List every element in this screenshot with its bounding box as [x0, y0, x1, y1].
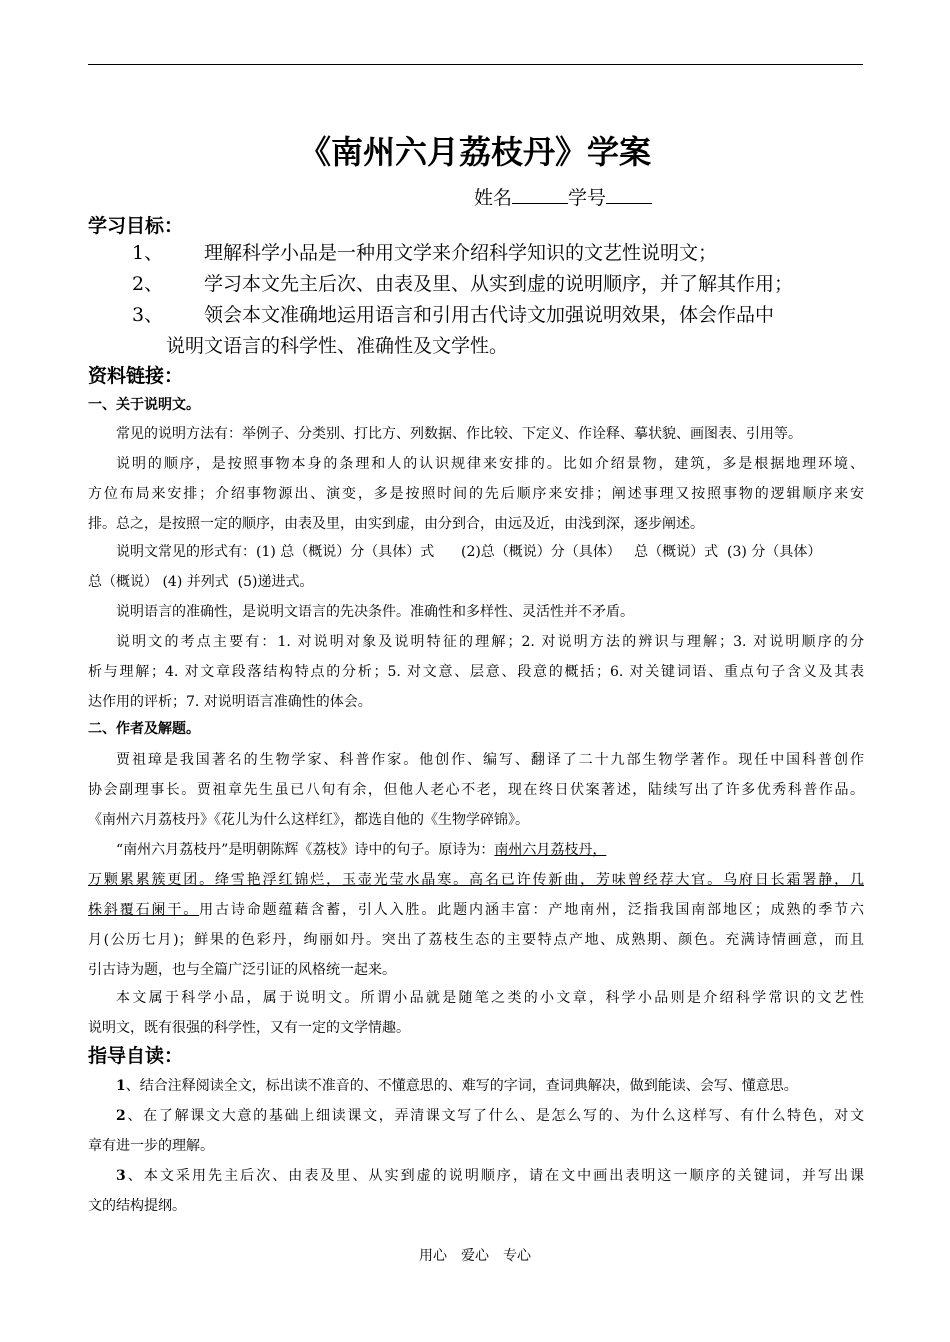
guide-number: 3: [116, 1168, 126, 1184]
text-line: 达作用的评析；7. 对说明语言准确性的体会。: [88, 694, 372, 710]
text-line: 总（概说） (4) 并列式 (5)递进式。: [88, 574, 314, 590]
guide-text: 、结合注释阅读全文，标出读不准音的、不懂意思的、难写的字词，查词典解决，做到能读、会写、懂意思。: [125, 1078, 798, 1094]
poem-intro: “南州六月荔枝丹”是明朝陈辉《荔枝》诗中的句子。原诗为：: [116, 842, 495, 858]
objective-number: 1、: [132, 242, 164, 264]
name-label: 姓名: [474, 187, 513, 209]
id-label: 学号: [568, 187, 607, 209]
objective-text: 理解科学小品是一种用文学来介绍科学知识的文艺性说明文；: [204, 242, 718, 264]
text-line: 说明文常见的形式有：(1) 总（概说）分（具体）式 (2)总（概说）分（具体） 总（概说）式 (3) 分（具体）: [116, 544, 822, 560]
guide-item-3: [88, 1161, 864, 1221]
page-footer: [0, 1244, 950, 1268]
paragraph-methods: [88, 419, 864, 449]
resources-heading: 资料链接：: [88, 365, 184, 387]
paragraph-accuracy: [88, 597, 864, 627]
subsection-expository: 一、关于说明文。: [88, 397, 200, 413]
footer-word: 专心: [503, 1248, 531, 1264]
text-line: 协会副理事长。贾祖章先生虽已八旬有余，但他人老心不老，现在终日伏案著述，陆续写出了许多优秀科普作品。: [88, 782, 864, 798]
guide-item-1: [88, 1071, 864, 1101]
guide-item-2: [88, 1101, 864, 1161]
footer-word: 爱心: [461, 1248, 489, 1264]
text-line: 说明的顺序，是按照事物本身的条理和人的认识规律来安排的。比如介绍景物，建筑，多是根据地理环境、: [116, 456, 864, 472]
text-line: [88, 1101, 864, 1131]
paragraph-forms: [88, 537, 864, 597]
objective-item-3-continued: 说明文语言的科学性、准确性及文学性。: [166, 335, 509, 357]
paragraph-title-poem: [88, 835, 864, 985]
text-line: 说明文的考点主要有：1. 对说明对象及说明特征的理解；2. 对说明方法的辨识与理解；3. 对说明顺序的分: [116, 634, 864, 650]
text-line: [88, 835, 864, 865]
text-line: 本文属于科学小品，属于说明文。所谓小品就是随笔之类的小文章，科学小品则是介绍科学常识的文艺性: [116, 990, 864, 1006]
name-id-line: [474, 183, 652, 213]
objectives-heading: 学习目标：: [88, 215, 184, 237]
name-blank[interactable]: [512, 183, 568, 204]
text-line: [88, 1071, 864, 1101]
poem-quote: 南州六月荔枝丹，: [494, 842, 607, 858]
text-line: 说明语言的准确性，是说明文语言的先决条件。准确性和多样性、灵活性并不矛盾。: [116, 604, 634, 620]
text-line: 说明文，既有很强的科学性，又有一定的文学情趣。: [88, 1020, 410, 1036]
guide-text: 、本文采用先主后次、由表及里、从实到虚的说明顺序，请在文中画出表明这一顺序的关键词，并写出课: [125, 1168, 864, 1184]
text-line: 析与理解；4. 对文章段落结构特点的分析；5. 对文意、层意、段意的概括；6. 对关键词语、重点句子含义及其表: [88, 664, 864, 680]
footer-word: 用心: [419, 1248, 447, 1264]
text-line: 引古诗为题，也与全篇广泛引证的风格统一起来。: [88, 962, 396, 978]
poem-analysis: 用古诗命题蕴藉含蓄，引人入胜。此题内涵丰富：产地南州，泛指我国南部地区；成熟的季节六: [199, 902, 864, 918]
text-line: 《南州六月荔枝丹》《花儿为什么这样红》，都选自他的《生物学碎锦》。: [88, 812, 529, 828]
paragraph-author: [88, 745, 864, 835]
text-line: 常见的说明方法有：举例子、分类别、打比方、列数据、作比较、下定义、作诠释、摹状貌、画图表、引用等。: [116, 426, 802, 442]
text-line: 贾祖璋是我国著名的生物学家、科普作家。他创作、编写、翻译了二十九部生物学著作。现任中国科普创作: [116, 752, 864, 768]
objective-number: 2、: [132, 273, 164, 295]
text-line: [88, 1161, 864, 1191]
text-line: 月(公历七月)；鲜果的色彩丹，绚丽如丹。突出了荔枝生态的主要特点产地、成熟期、颜色。充满诗情画意，而且: [88, 932, 864, 948]
text-line: [88, 895, 864, 925]
objective-text: 领会本文准确地运用语言和引用古代诗文加强说明效果，体会作品中: [204, 304, 775, 326]
text-line: 章有进一步的理解。: [88, 1138, 214, 1154]
paragraph-genre: [88, 983, 864, 1043]
objective-text: 学习本文先主后次、由表及里、从实到虚的说明顺序，并了解其作用；: [204, 273, 794, 295]
header-rule: [88, 64, 863, 65]
text-line: 方位布局来安排；介绍事物源出、演变，多是按照时间的先后顺序来安排；阐述事理又按照事物的逻辑顺序来安: [88, 486, 864, 502]
text-line: 文的结构提纲。: [88, 1198, 186, 1214]
guide-number: 2: [116, 1108, 126, 1124]
guide-heading: 指导自读：: [88, 1045, 184, 1067]
paragraph-order: [88, 449, 864, 539]
poem-quote: 株斜覆石阑干。: [88, 902, 200, 918]
guide-text: 、在了解课文大意的基础上细读课文，弄清课文写了什么、是怎么写的、为什么这样写、有什么特色，对文: [125, 1108, 864, 1124]
objective-number: 3、: [132, 304, 164, 326]
page-title: 《南州六月荔枝丹》学案: [298, 133, 651, 171]
id-blank[interactable]: [606, 183, 652, 204]
paragraph-exam-points: [88, 627, 864, 717]
text-line: 排。总之，是按照一定的顺序，由表及里，由实到虚，由分到合，由远及近，由浅到深，逐步阐述。: [88, 516, 704, 532]
guide-number: 1: [116, 1078, 126, 1094]
subsection-author: 二、作者及解题。: [88, 721, 200, 737]
poem-quote-line: 万颗累累簇更团。绛雪艳浮红锦烂，玉壶光莹水晶寒。高名已许传新曲，芳味曾经荐大官。乌府日长霜署静，几: [88, 872, 864, 888]
